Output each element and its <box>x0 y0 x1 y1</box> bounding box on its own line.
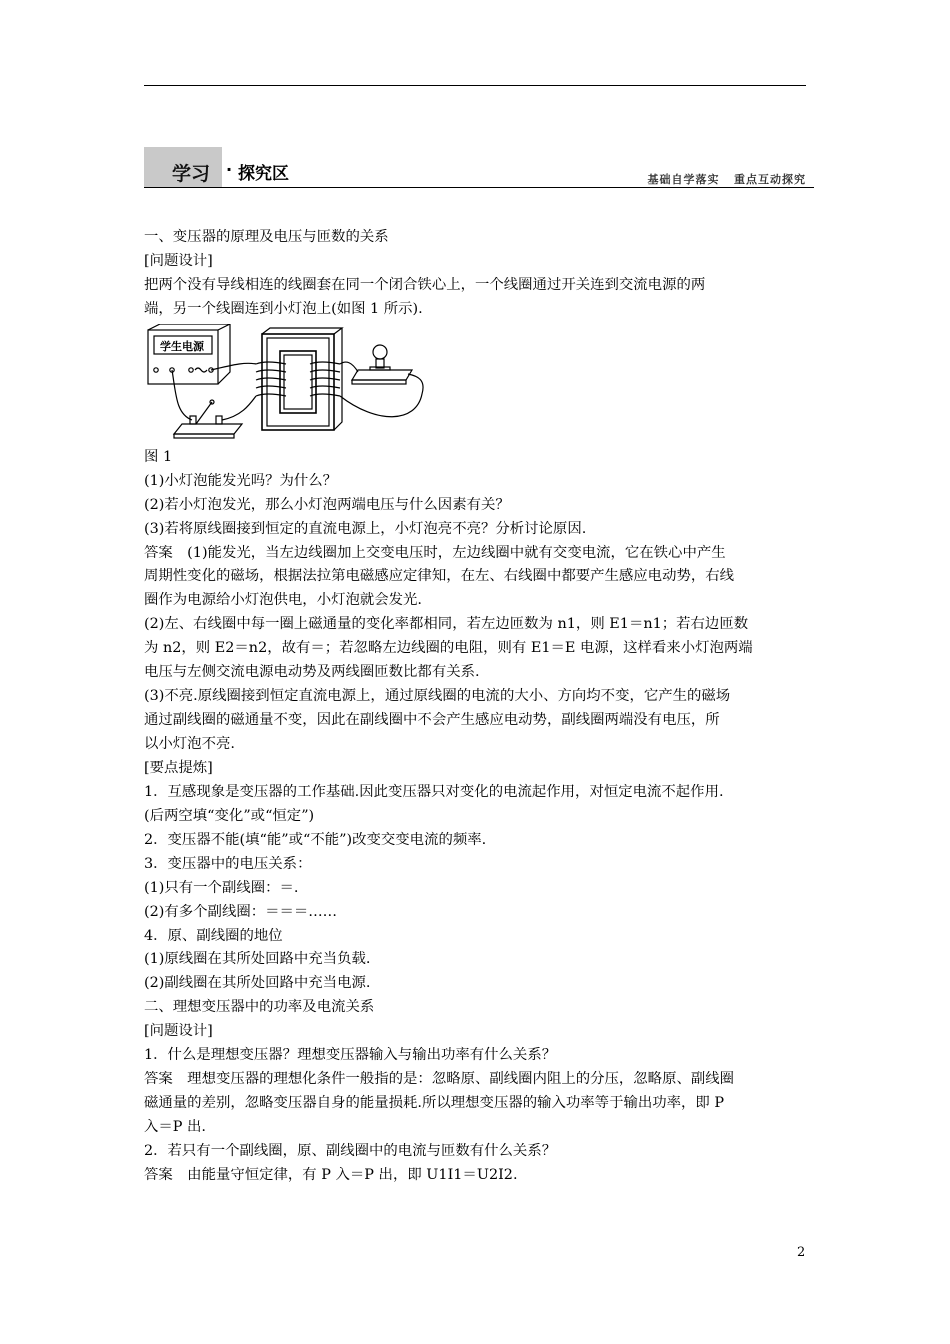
paragraph-line: (2)左、右线圈中每一圈上磁通量的变化率都相同，若左边匝数为 n1，则 E1＝n1；若右边匝数 <box>144 616 749 633</box>
paragraph-line: (2)副线圈在其所处回路中充当电源. <box>144 975 371 992</box>
banner-subtitle: 基础自学落实 重点互动探究 <box>647 173 806 186</box>
paragraph-line: 入＝P 出. <box>144 1119 207 1135</box>
subheading-question-design: [问题设计] <box>144 252 213 269</box>
paragraph-line: 为 n2，则 E2＝n2，故有＝；若忽略左边线圈的电阻，则有 E1＝E 电源，这样看来小灯泡两端 <box>144 640 753 657</box>
paragraph-line: (3)不亮.原线圈接到恒定直流电源上，通过原线圈的电流的大小、方向均不变，它产生的磁场 <box>144 688 731 705</box>
paragraph-line: (3)若将原线圈接到恒定的直流电源上，小灯泡亮不亮？分析讨论原因. <box>144 520 587 537</box>
paragraph-line: 答案 由能量守恒定律，有 P 入＝P 出，即 U1I1＝U2I2. <box>144 1166 518 1183</box>
paragraph-line: 通过副线圈的磁通量不变，因此在副线圈中不会产生感应电动势，副线圈两端没有电压，所 <box>144 712 720 729</box>
subheading-question-design: [问题设计] <box>144 1023 213 1040</box>
paragraph-line: 1．互感现象是变压器的工作基础.因此变压器只对变化的电流起作用，对恒定电流不起作用. <box>144 783 724 800</box>
power-supply-label: 学生电源 <box>160 339 204 353</box>
paragraph-line: (2)若小灯泡发光，那么小灯泡两端电压与什么因素有关？ <box>144 496 510 513</box>
paragraph-line: 圈作为电源给小灯泡供电，小灯泡就会发光. <box>144 592 422 609</box>
paragraph-line: (1)只有一个副线圈：＝. <box>144 879 299 896</box>
paragraph-line: 2．若只有一个副线圈，原、副线圈中的电流与匝数有什么关系？ <box>144 1142 557 1159</box>
paragraph-line: 周期性变化的磁场，根据法拉第电磁感应定律知，在左、右线圈中都要产生感应电动势，右线 <box>144 568 735 585</box>
paragraph-line: (后两空填“变化”或“恒定”) <box>144 807 315 824</box>
section-banner <box>144 147 814 189</box>
page-number: 2 <box>797 1245 806 1260</box>
paragraph-line: 3．变压器中的电压关系： <box>144 855 312 872</box>
paragraph-line: 以小灯泡不亮. <box>144 736 235 752</box>
banner-rule <box>144 187 814 188</box>
banner-title-study: 学习 <box>172 163 211 185</box>
paragraph-line: (1)原线圈在其所处回路中充当负载. <box>144 951 371 968</box>
paragraph-line: 1．什么是理想变压器？理想变压器输入与输出功率有什么关系？ <box>144 1047 557 1064</box>
banner-title-zone: 探究区 <box>238 164 289 184</box>
transformer-circuit-diagram <box>146 324 436 444</box>
section-heading-1: 一、变压器的原理及电压与匝数的关系 <box>144 229 389 245</box>
paragraph-line: (1)小灯泡能发光吗？为什么？ <box>144 472 338 489</box>
banner-dot: · <box>226 160 233 179</box>
paragraph-line: 端，另一个线圈连到小灯泡上(如图 1 所示). <box>144 300 423 317</box>
figure-caption: 图 1 <box>144 448 173 465</box>
figure-1 <box>144 322 816 446</box>
paragraph-line: 把两个没有导线相连的线圈套在同一个闭合铁心上，一个线圈通过开关连到交流电源的两 <box>144 276 706 293</box>
paragraph-line: 答案 理想变压器的理想化条件一般指的是：忽略原、副线圈内阻上的分压，忽略原、副线圈 <box>144 1071 735 1088</box>
paragraph-line: 4．原、副线圈的地位 <box>144 927 283 944</box>
paragraph-line: 电压与左侧交流电源电动势及两线圈匝数比都有关系. <box>144 664 480 681</box>
subheading-key-points: [要点提炼] <box>144 759 213 776</box>
section-heading-2: 二、理想变压器中的功率及电流关系 <box>144 999 375 1016</box>
document-body <box>144 226 816 1188</box>
paragraph-line: 磁通量的差别，忽略变压器自身的能量损耗.所以理想变压器的输入功率等于输出功率，即 P <box>144 1095 725 1112</box>
paragraph-line: 2．变压器不能(填“能”或“不能”)改变交变电流的频率. <box>144 831 487 848</box>
header-rule <box>144 85 806 86</box>
paragraph-line: 答案 (1)能发光，当左边线圈加上交变电压时，左边线圈中就有交变电流，它在铁心中产生 <box>144 544 726 561</box>
paragraph-line: (2)有多个副线圈：＝＝＝…… <box>144 903 338 920</box>
